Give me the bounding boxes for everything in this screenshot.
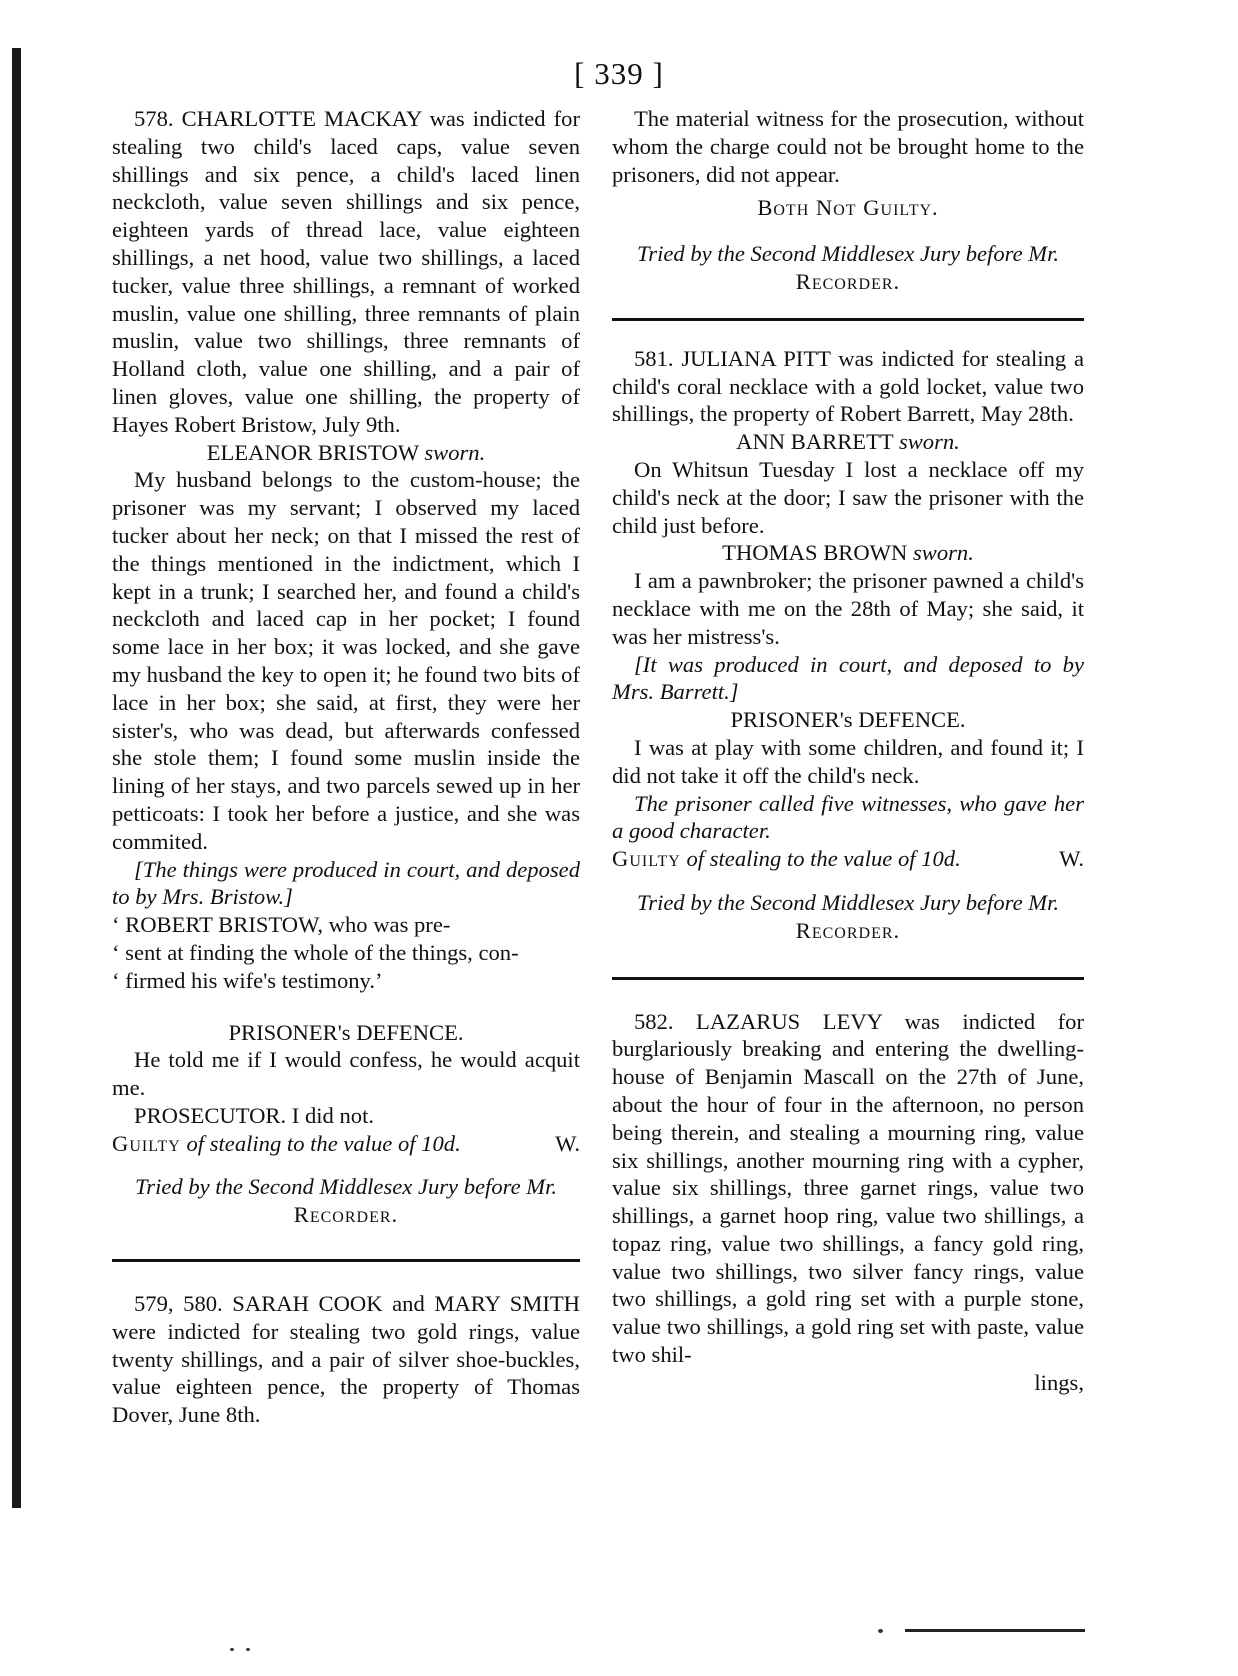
tried-by-line: Tried by the Second Middlesex Jury before Mr. <box>134 1174 558 1200</box>
verdict-guilty: Guilty <box>112 1130 181 1156</box>
verdict-mark: W. <box>1059 846 1084 872</box>
prisoner-defence-heading: PRISONER's DEFENCE. <box>730 707 966 733</box>
ink-speck <box>246 1648 250 1651</box>
prisoner-defence-text: He told me if I would confess, he would acquit me. <box>112 1047 580 1101</box>
robert-bristow-line-1: ‘ ROBERT BRISTOW, who was pre- <box>112 912 451 938</box>
case-582-text: 582. LAZARUS LEVY was indicted for burglariously breaking and entering the dwelling-house of Benjamin Mascall on the 27th of June, about the hour of four in the afternoon, no person being therein, and stealing a mourning ring, value six shillings, another mourning ring with a cypher, value six shillings, three garnet rings, value two shillings, a garnet hoop ring, value two shillings, a topaz ring, value two shillings, a fancy gold ring, value two shillings, two silver fancy rings, value two shillings, a gold ring set with a purple stone, value two shillings, a gold ring set with paste, value two shil- <box>612 1008 1084 1368</box>
page-binding-edge <box>12 48 21 1508</box>
verdict-detail: of stealing to the value of 10d. <box>186 1130 461 1156</box>
verdict-line <box>612 845 1084 873</box>
verdict-detail: of stealing to the value of 10d. <box>686 846 961 872</box>
case-579-580-text: 579, 580. SARAH COOK and MARY SMITH were indicted for stealing two gold rings, value twenty shillings, and a pair of silver shoe-buckles, value eighteen pence, the property of Thomas Dover, June 8th. <box>112 1291 580 1428</box>
ink-speck <box>230 1648 234 1651</box>
bottom-rule <box>905 1629 1085 1632</box>
case-581-text: 581. JULIANA PITT was indicted for stealing a child's coral necklace with a gold locket, value two shillings, the property of Robert Barrett, May 28th. <box>612 345 1084 427</box>
robert-bristow-line-2: ‘ sent at finding the whole of the things, con- <box>112 939 519 965</box>
ink-speck <box>878 1629 883 1633</box>
prisoner-defence-heading: PRISONER's DEFENCE. <box>228 1019 464 1045</box>
case-578-text: 578. CHARLOTTE MACKAY was indicted for stealing two child's laced caps, value seven shillings and six pence, a child's laced linen neckcloth, value seven shillings and six pence, eighteen yards of thread lace, value eighteen shillings, a net hood, value two shillings, a laced tucker, value three shillings, a remnant of worked muslin, value one shilling, three remnants of plain muslin, value two shillings, three remnants of Holland cloth, value one shilling, and a pair of linen gloves, value one shilling, the property of Hayes Robert Bristow, July 9th. <box>112 106 580 437</box>
left-column <box>112 105 580 1429</box>
prosecutor-reply: PROSECUTOR. I did not. <box>134 1102 374 1128</box>
witness-name: ANN BARRETT <box>736 429 894 455</box>
verdict-line <box>112 1130 580 1158</box>
character-witnesses-note: The prisoner called five witnesses, who gave her a good character. <box>612 790 1084 844</box>
recorder-label: Recorder. <box>293 1202 399 1228</box>
witness-testimony-thomas-brown: I am a pawnbroker; the prisoner pawned a child's necklace with me on the 28th of May; she said, it was her mistress's. <box>612 568 1084 649</box>
sworn-label: sworn. <box>912 540 974 566</box>
tried-by-line: Tried by the Second Middlesex Jury before Mr. <box>636 889 1060 915</box>
witness-testimony-ann-barrett: On Whitsun Tuesday I lost a necklace off my child's neck at the door; I saw the prisoner with the child just before. <box>612 456 1084 538</box>
right-column <box>612 105 1084 1397</box>
material-witness-note: The material witness for the prosecution, without whom the charge could not be brought home to the prisoners, did not appear. <box>612 106 1084 187</box>
produced-in-court-note: [It was produced in court, and deposed to by Mrs. Barrett.] <box>612 651 1084 705</box>
witness-heading-ann-barrett <box>612 428 1084 456</box>
recorder-label: Recorder. <box>795 268 901 294</box>
produced-in-court-note: [The things were produced in court, and deposed to by Mrs. Bristow.] <box>112 856 580 910</box>
page-number: [ 339 ] <box>574 56 664 91</box>
verdict-both-not-guilty: Both Not Guilty. <box>757 195 939 221</box>
witness-heading-thomas-brown <box>612 539 1084 567</box>
sworn-label: sworn. <box>424 439 486 465</box>
sworn-label: sworn. <box>898 429 960 455</box>
tried-by-line: Tried by the Second Middlesex Jury before Mr. <box>636 241 1060 267</box>
witness-name: ELEANOR BRISTOW <box>206 439 419 465</box>
robert-bristow-line-3: ‘ firmed his wife's testimony.’ <box>112 967 383 993</box>
verdict-mark: W. <box>555 1130 580 1156</box>
prisoner-defence-text: I was at play with some children, and found it; I did not take it off the child's neck. <box>612 734 1084 788</box>
verdict-guilty: Guilty <box>612 846 681 872</box>
witness-testimony-eleanor-bristow: My husband belongs to the custom-house; the prisoner was my servant; I observed my laced tucker about her neck; on that I missed the rest of the things mentioned in the indictment, which I kept in a trunk; I searched her, and found a child's neckcloth and laced cap in her pocket; I found some lace in her box; it was locked, and she gave my husband the key to open it; he found two bits of lace in her box; she said, at first, they were her sister's, who was dead, but afterwards confessed she stole them; I found some muslin inside the lining of her stays, and two parcels sewed up in her petticoats: I took her before a justice, and she was commited. <box>112 467 580 854</box>
witness-name: THOMAS BROWN <box>722 540 908 566</box>
witness-heading-eleanor-bristow <box>112 439 580 467</box>
recorder-label: Recorder. <box>795 917 901 943</box>
catchword: lings, <box>1034 1369 1084 1395</box>
